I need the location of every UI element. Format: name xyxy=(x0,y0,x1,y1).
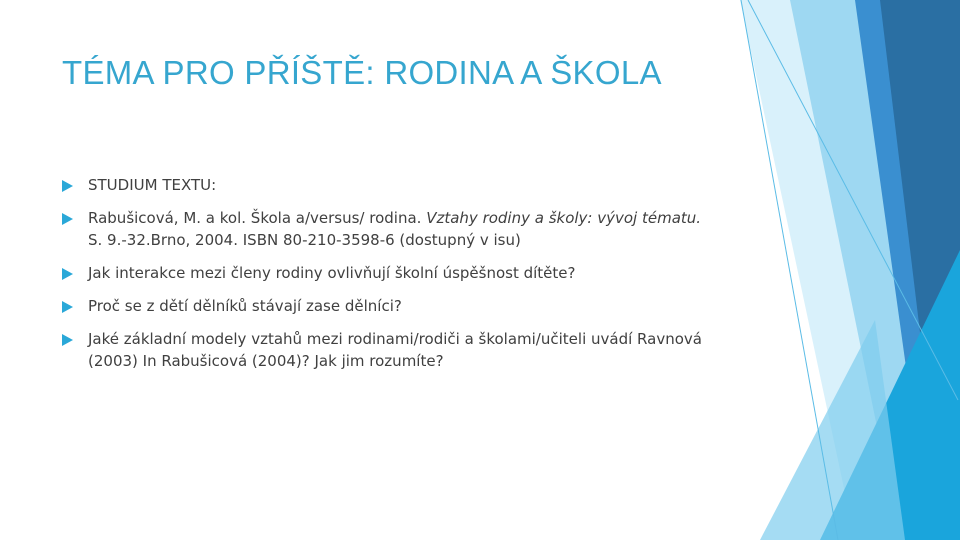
bullet-text-italic-title: Vztahy rodiny a školy: vývoj tématu. xyxy=(426,209,702,227)
bullet-item xyxy=(62,207,712,251)
bullet-text: Jak interakce mezi členy rodiny ovlivňují školní úspěšnost dítěte? xyxy=(88,264,576,282)
right-triangle-icon xyxy=(62,180,73,192)
bullet-item xyxy=(62,174,712,196)
decorative-shapes xyxy=(730,0,960,540)
right-triangle-icon xyxy=(62,213,73,225)
right-triangle-icon xyxy=(62,334,73,346)
bullet-item xyxy=(62,295,712,317)
bullet-item xyxy=(62,262,712,284)
right-triangle-icon xyxy=(62,301,73,313)
bullet-text: Proč se z dětí dělníků stávají zase dělníci? xyxy=(88,297,402,315)
bullet-text-citation: Rabušicová, M. a kol. Škola a/versus/ rodina. xyxy=(88,209,427,227)
bullet-item xyxy=(62,328,712,372)
bullet-text-citation-details: S. 9.-32.Brno, 2004. ISBN 80-210-3598-6 (dostupný v isu) xyxy=(88,231,521,249)
bullet-text: STUDIUM TEXTU: xyxy=(88,176,217,194)
slide-title: TÉMA PRO PŘÍŠTĚ: RODINA A ŠKOLA xyxy=(62,54,662,91)
right-triangle-icon xyxy=(62,268,73,280)
bullet-list xyxy=(62,174,712,372)
bullet-text: Jaké základní modely vztahů mezi rodinami/rodiči a školami/učiteli uvádí Ravnová (2003) In Rabušicová (2004)? Jak jim rozumíte? xyxy=(88,330,702,370)
